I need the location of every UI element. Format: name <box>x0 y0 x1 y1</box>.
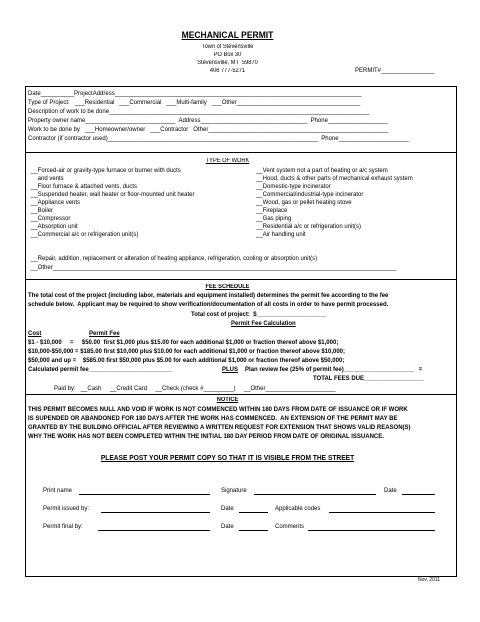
work-type-option[interactable]: __Commercial a/c or refrigeration unit(s) <box>31 232 139 238</box>
work-done-by-field[interactable]: Work to be done by ___Homeowner/owner ___Contractor Other______________________________________________________ <box>28 127 389 133</box>
city-state-zip: Stevensville, MT 59870 <box>197 60 258 66</box>
section-divider <box>25 279 457 280</box>
work-type-option[interactable]: __Wood, gas or pellet heating stove <box>256 200 352 206</box>
total-cost-field[interactable]: Total cost of project: $_____________________ <box>191 312 327 318</box>
work-type-option[interactable]: __Appliance vents <box>31 200 81 206</box>
final-by-label: Permit final by: <box>43 524 83 530</box>
town-name: Town of Stevensville <box>201 44 254 50</box>
fee-rate-row: $10,000-$50,000 = $185.00 first $10,000 plus $10.00 for each additional $1,000 or fraction thereof above $10,000; <box>28 349 346 355</box>
work-type-option[interactable]: __Domestic-type incinerator <box>256 184 331 190</box>
work-type-other[interactable]: __Other_______________________________________________________________________________________________________ <box>31 265 397 271</box>
issued-by-input[interactable] <box>101 512 210 513</box>
contractor-field[interactable]: Contractor (if contractor used)_______________________________________________________________ Phone_____________________ <box>28 136 409 142</box>
final-date-label: Date <box>221 524 234 530</box>
plus-label: PLUS <box>222 367 239 373</box>
work-type-option[interactable]: __Floor furnace & attached vents, ducts <box>31 184 138 190</box>
signature-date-input[interactable] <box>402 494 435 495</box>
revision-date: Nov, 2011 <box>418 577 441 583</box>
comments-input[interactable] <box>308 530 435 531</box>
work-type-option[interactable]: __Compressor <box>31 216 71 222</box>
work-type-option[interactable]: __Forced-air or gravity-type furnace or burner with ducts <box>31 168 181 174</box>
permit-number-field[interactable]: PERMIT#________________ <box>355 68 435 74</box>
signature-date-label: Date <box>384 488 397 494</box>
comments-label: Comments <box>275 524 305 530</box>
date-address-field[interactable]: Date__________ProjectAddress__________________________________________________________________________ <box>28 91 362 97</box>
fee-paragraph-line: schedule below. Applicant may be required to show verification/documentation of all costs in order to have permit processed. <box>28 302 389 308</box>
work-type-option[interactable]: __Air handling unit <box>256 232 306 238</box>
fee-paragraph-line: The total cost of the project (including labor, materials and equipment installed) determines the permit fee according to the fee <box>28 293 389 299</box>
applicable-codes-label: Applicable codes <box>275 506 321 512</box>
notice-line: IS SUPENDED OR ABANDONED FOR 180 DAYS AFTER THE WORK HAS COMMENCED. AN EXTENSION OF THE PERMIT MAY BE <box>28 416 398 422</box>
total-fees-due-field[interactable]: TOTAL FEES DUE__________________ <box>313 376 425 382</box>
signature-label: Signature <box>221 488 247 494</box>
applicable-codes-input[interactable] <box>329 512 435 513</box>
work-type-left-column <box>31 167 194 239</box>
issued-date-label: Date <box>221 506 234 512</box>
section-divider <box>25 394 457 395</box>
notice-line: THIS PERMIT BECOMES NULL AND VOID IF WORK IS NOT COMMENCED WITHIN 180 DAYS FROM DATE OF ISSUANCE OR IF WORK <box>28 407 408 413</box>
issued-date-input[interactable] <box>239 512 268 513</box>
type-of-work-heading: TYPE OF WORK <box>205 158 250 164</box>
form-title: MECHANICAL PERMIT <box>181 30 274 40</box>
fee-schedule-heading: FEE SCHEDULE <box>205 284 250 290</box>
calculated-fee-field[interactable]: Calculated permit fee_________________________ <box>28 367 173 373</box>
post-permit-notice: PLEASE POST YOUR PERMIT COPY SO THAT IT IS VISIBLE FROM THE STREET <box>100 455 355 462</box>
issued-by-label: Permit issued by: <box>43 506 90 512</box>
work-type-option[interactable]: __Fireplace <box>256 208 288 214</box>
work-type-repair[interactable]: __Repair, addition, replacement or alteration of heating appliance, refrigeration, cooling or absorption unit(s) <box>31 256 318 262</box>
work-type-option[interactable]: __Residential a/c or refrigeration unit(s) <box>256 224 362 230</box>
print-name-label: Print name <box>43 488 73 494</box>
signature-input[interactable] <box>254 494 376 495</box>
final-by-input[interactable] <box>98 530 210 531</box>
work-type-option[interactable]: __Suspended heater, wall heater or floor-mounted unit heater <box>31 192 195 198</box>
work-type-option[interactable]: and vents <box>31 176 64 182</box>
po-box: PO Box 30 <box>213 52 242 58</box>
town-phone: 406 777-5271 <box>209 68 246 74</box>
work-type-right-column <box>256 167 413 239</box>
work-type-option[interactable]: __Vent system not a part of heating or a/c system <box>256 168 388 174</box>
fee-rate-row: $50,000 and up = $585.00 first $50,000 plus $5.00 for each additional $1,000 or fraction thereof above $50,000; <box>28 358 345 364</box>
notice-line: GRANTED BY THE BUILDING OFFICIAL AFTER REVIEWING A WRITTEN REQUEST FOR EXTENSION THAT SHOWS VALID REASON(S) <box>28 425 411 431</box>
work-type-option[interactable]: __Gas piping <box>256 216 292 222</box>
payment-method-field[interactable]: Paid by: __Cash __Credit Card __Check (check #_________) __Other_____________________ <box>54 386 336 392</box>
work-type-option[interactable]: __Commercial/industrial-type incinerator <box>256 192 364 198</box>
section-divider <box>25 152 457 153</box>
final-date-input[interactable] <box>239 530 268 531</box>
print-name-input[interactable] <box>79 494 210 495</box>
work-type-option[interactable]: __Absorption unit <box>31 224 78 230</box>
work-description-field[interactable]: Description of work to be done______________________________________________________________________________ <box>28 109 370 115</box>
cost-column-heading: Cost <box>28 331 42 337</box>
notice-line: WHY THE WORK HAS NOT BEEN COMPLETED WITHIN THE INITIAL 180 DAY PERIOD FROM DATE OF ORIGINAL ISSUANCE. <box>28 434 384 440</box>
owner-address-phone-field[interactable]: Property owner name___________________________ Address________________________________ Phone__________________ <box>28 118 388 124</box>
fee-calculation-heading: Permit Fee Calculation <box>231 321 296 327</box>
work-type-option[interactable]: __Boiler <box>31 208 54 214</box>
fee-column-heading: Permit Fee <box>89 331 120 337</box>
project-type-field[interactable]: Type of Project: ___Residential ___Commercial ___Multi-family ___Other_____________________________________ <box>28 100 361 106</box>
notice-heading: NOTICE <box>216 397 239 403</box>
work-type-option[interactable]: __Hood, ducts & other parts of mechanical exhaust system <box>256 176 413 182</box>
fee-rate-row: $1 - $10,000 = $50.00 first $1,000 plus $15.00 for each additional $1,000 or fraction thereof above $1,000; <box>28 340 339 346</box>
plan-review-fee-field[interactable]: Plan review fee (25% of permit fee)_____________________ = <box>245 367 423 373</box>
